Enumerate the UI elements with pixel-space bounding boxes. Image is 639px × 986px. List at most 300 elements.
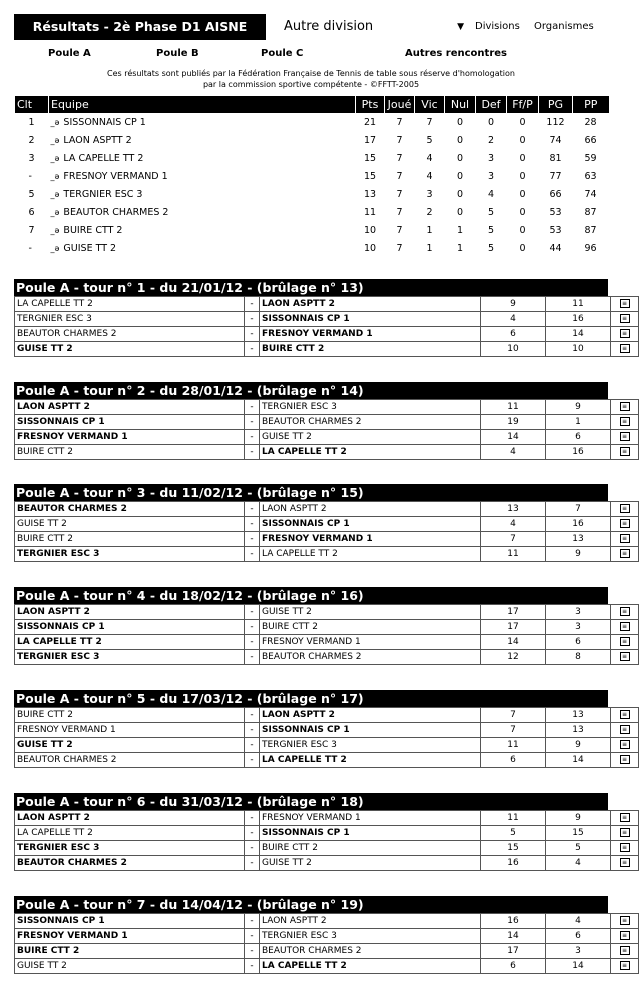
match-sheet-icon[interactable]: ≡ [620,519,630,528]
stat-cell: 53 [549,224,562,236]
vs-separator: - [245,327,260,342]
home-score: 7 [481,723,546,738]
tour-block [14,587,628,665]
home-team: LA CAPELLE TT 2 [15,635,245,650]
team-name[interactable]: LAON ASPTT 2 [63,134,132,146]
match-row [15,811,639,826]
poule-c-link[interactable]: Poule C [261,48,304,59]
home-team: BUIRE CTT 2 [15,708,245,723]
column-header: Def [476,96,507,113]
stat-cell: 3 [426,188,433,200]
match-sheet-cell [611,620,639,635]
team-cell [49,131,356,149]
home-team: LAON ASPTT 2 [15,400,245,415]
away-team: LAON ASPTT 2 [260,914,481,929]
stat-cell: 0 [456,152,464,164]
match-sheet-cell [611,929,639,944]
away-score: 4 [546,856,611,871]
match-row [15,517,639,532]
match-sheet-cell [611,297,639,312]
stat-cell: 1 [426,242,433,254]
match-sheet-icon[interactable]: ≡ [620,637,630,646]
team-icon[interactable]: _ə [50,225,60,235]
match-sheet-icon[interactable]: ≡ [620,725,630,734]
home-team: BEAUTOR CHARMES 2 [15,856,245,871]
home-score: 11 [481,811,546,826]
stat-cell: 15 [363,152,377,164]
stat-cell: 0 [487,116,495,128]
home-score: 17 [481,620,546,635]
vs-separator: - [245,415,260,430]
away-score: 3 [546,620,611,635]
vs-separator: - [245,635,260,650]
home-team: BEAUTOR CHARMES 2 [15,753,245,768]
match-sheet-icon[interactable]: ≡ [620,504,630,513]
match-sheet-icon[interactable]: ≡ [620,607,630,616]
tour-block [14,793,628,871]
away-score: 15 [546,826,611,841]
match-sheet-cell [611,547,639,562]
vs-separator: - [245,723,260,738]
away-team: FRESNOY VERMAND 1 [260,532,481,547]
tour-title: Poule A - tour n° 5 - du 17/03/12 - (brûlage n° 17) [14,690,608,707]
ranking-row [15,221,609,239]
column-header: PG [539,96,573,113]
match-sheet-cell [611,532,639,547]
home-score: 11 [481,738,546,753]
match-row [15,502,639,517]
match-sheet-icon[interactable]: ≡ [620,858,630,867]
away-score: 6 [546,635,611,650]
stat-cell: 1 [456,224,464,236]
match-sheet-cell [611,650,639,665]
stat-cell: 21 [363,116,377,128]
match-sheet-icon[interactable]: ≡ [620,813,630,822]
team-icon[interactable]: _ə [50,117,60,127]
stat-cell: 74 [584,188,597,200]
stat-cell: 7 [396,206,403,218]
match-sheet-icon[interactable]: ≡ [620,931,630,940]
home-team: SISSONNAIS CP 1 [15,620,245,635]
away-score: 7 [546,502,611,517]
match-row [15,650,639,665]
poule-b-link[interactable]: Poule B [156,48,199,59]
ranking-table [14,96,609,257]
away-score: 6 [546,430,611,445]
home-score: 11 [481,400,546,415]
home-team: TERGNIER ESC 3 [15,312,245,327]
match-sheet-icon[interactable]: ≡ [620,828,630,837]
match-sheet-cell [611,430,639,445]
home-score: 12 [481,650,546,665]
tour-block [14,279,628,357]
stat-cell: 2 [487,134,495,146]
team-name[interactable]: GUISE TT 2 [63,242,117,254]
rank-cell: 1 [28,116,35,128]
team-name[interactable]: BEAUTOR CHARMES 2 [63,206,169,218]
rank-cell: - [28,170,32,182]
team-name[interactable]: TERGNIER ESC 3 [63,188,143,200]
team-name[interactable]: BUIRE CTT 2 [63,224,123,236]
match-sheet-icon[interactable]: ≡ [620,843,630,852]
stat-cell: 0 [456,170,464,182]
match-sheet-cell [611,635,639,650]
away-team: GUISE TT 2 [260,856,481,871]
match-sheet-icon[interactable]: ≡ [620,946,630,955]
away-team: FRESNOY VERMAND 1 [260,635,481,650]
ranking-row [15,167,609,185]
column-header: Equipe [49,96,356,113]
home-score: 6 [481,327,546,342]
vs-separator: - [245,297,260,312]
match-row [15,723,639,738]
match-sheet-icon[interactable]: ≡ [620,916,630,925]
match-row [15,635,639,650]
poule-a-link[interactable]: Poule A [48,48,91,59]
match-row [15,929,639,944]
match-sheet-icon[interactable]: ≡ [620,549,630,558]
stat-cell: 10 [363,242,377,254]
match-row [15,620,639,635]
vs-separator: - [245,929,260,944]
tour-title: Poule A - tour n° 2 - du 28/01/12 - (brûlage n° 14) [14,382,608,399]
match-sheet-cell [611,914,639,929]
home-score: 4 [481,517,546,532]
tour-title: Poule A - tour n° 7 - du 14/04/12 - (brûlage n° 19) [14,896,608,913]
column-header: Joué [385,96,415,113]
rank-cell: 6 [28,206,35,218]
home-score: 19 [481,415,546,430]
stat-cell: 96 [584,242,597,254]
match-table [14,296,639,357]
stat-cell: 66 [584,134,597,146]
team-cell [49,167,356,185]
team-cell [49,113,356,131]
away-score: 9 [546,400,611,415]
match-row [15,605,639,620]
away-score: 14 [546,959,611,974]
match-table [14,604,639,665]
home-score: 7 [481,708,546,723]
stat-cell: 0 [519,170,526,182]
stat-cell: 4 [487,188,495,200]
tour-block [14,690,628,768]
match-sheet-icon[interactable]: ≡ [620,314,630,323]
match-row [15,856,639,871]
home-team: BUIRE CTT 2 [15,532,245,547]
away-score: 11 [546,297,611,312]
home-team: LA CAPELLE TT 2 [15,826,245,841]
away-score: 1 [546,415,611,430]
team-name[interactable]: SISSONNAIS CP 1 [63,116,146,128]
stat-cell: 2 [426,206,433,218]
match-sheet-icon[interactable]: ≡ [620,710,630,719]
home-team: SISSONNAIS CP 1 [15,914,245,929]
away-score: 10 [546,342,611,357]
chevron-down-icon: ▼ [457,22,464,32]
match-row [15,445,639,460]
ranking-header-row [15,96,609,113]
away-team: FRESNOY VERMAND 1 [260,811,481,826]
column-header: Ff/P [507,96,539,113]
stat-cell: 7 [396,152,403,164]
stat-cell: 0 [456,188,464,200]
team-cell [49,221,356,239]
away-team: LA CAPELLE TT 2 [260,959,481,974]
match-row [15,914,639,929]
home-score: 17 [481,944,546,959]
away-score: 9 [546,738,611,753]
away-score: 9 [546,811,611,826]
away-score: 4 [546,914,611,929]
home-score: 11 [481,547,546,562]
vs-separator: - [245,841,260,856]
away-team: SISSONNAIS CP 1 [260,826,481,841]
home-team: TERGNIER ESC 3 [15,547,245,562]
away-score: 14 [546,753,611,768]
match-sheet-cell [611,753,639,768]
stat-cell: 7 [426,116,433,128]
autres-rencontres-link[interactable]: Autres rencontres [405,48,507,59]
notice-line: par la commission sportive compétente - ©FFTT-2005 [202,80,420,89]
match-table [14,399,639,460]
home-team: FRESNOY VERMAND 1 [15,723,245,738]
team-icon[interactable]: _ə [50,207,60,217]
stat-cell: 5 [487,206,495,218]
match-sheet-icon[interactable]: ≡ [620,299,630,308]
rank-cell: 7 [28,224,35,236]
match-sheet-icon[interactable]: ≡ [620,622,630,631]
stat-cell: 81 [549,152,562,164]
away-score: 16 [546,312,611,327]
stat-cell: 17 [363,134,377,146]
away-team: LAON ASPTT 2 [260,502,481,517]
vs-separator: - [245,445,260,460]
away-team: LAON ASPTT 2 [260,708,481,723]
home-score: 4 [481,312,546,327]
home-team: BEAUTOR CHARMES 2 [15,502,245,517]
column-header: PP [573,96,609,113]
vs-separator: - [245,826,260,841]
away-team: BEAUTOR CHARMES 2 [260,944,481,959]
match-row [15,430,639,445]
stat-cell: 59 [584,152,597,164]
match-sheet-cell [611,944,639,959]
match-row [15,400,639,415]
divisions-link[interactable]: Divisions [475,21,520,32]
stat-cell: 0 [456,206,464,218]
tour-title: Poule A - tour n° 1 - du 21/01/12 - (brûlage n° 13) [14,279,608,296]
stat-cell: 7 [396,170,403,182]
team-icon[interactable]: _ə [50,153,60,163]
home-team: SISSONNAIS CP 1 [15,415,245,430]
stat-cell: 87 [584,206,597,218]
match-table [14,501,639,562]
away-score: 14 [546,327,611,342]
home-score: 16 [481,914,546,929]
stat-cell: 28 [584,116,597,128]
match-sheet-icon[interactable]: ≡ [620,740,630,749]
stat-cell: 112 [546,116,565,128]
match-sheet-cell [611,312,639,327]
tour-title: Poule A - tour n° 4 - du 18/02/12 - (brûlage n° 16) [14,587,608,604]
away-score: 9 [546,547,611,562]
team-name[interactable]: FRESNOY VERMAND 1 [63,170,168,182]
vs-separator: - [245,430,260,445]
match-sheet-icon[interactable]: ≡ [620,755,630,764]
division-select[interactable] [284,14,466,40]
home-score: 6 [481,753,546,768]
match-sheet-icon[interactable]: ≡ [620,329,630,338]
rank-cell: 2 [28,134,35,146]
home-team: BEAUTOR CHARMES 2 [15,327,245,342]
home-score: 6 [481,959,546,974]
home-score: 9 [481,297,546,312]
match-row [15,532,639,547]
match-sheet-icon[interactable]: ≡ [620,344,630,353]
vs-separator: - [245,708,260,723]
stat-cell: 7 [396,134,403,146]
home-score: 15 [481,841,546,856]
stat-cell: 7 [396,116,403,128]
match-sheet-cell [611,959,639,974]
organismes-link[interactable]: Organismes [534,21,594,32]
away-team: SISSONNAIS CP 1 [260,312,481,327]
home-team: GUISE TT 2 [15,959,245,974]
stat-cell: 1 [426,224,433,236]
vs-separator: - [245,502,260,517]
notice-line: Ces résultats sont publiés par la Fédération Française de Tennis de table sous réserve d'homologation [106,69,515,78]
match-sheet-icon[interactable]: ≡ [620,417,630,426]
stat-cell: 63 [584,170,597,182]
home-team: FRESNOY VERMAND 1 [15,430,245,445]
match-sheet-cell [611,327,639,342]
match-row [15,738,639,753]
vs-separator: - [245,312,260,327]
away-team: BEAUTOR CHARMES 2 [260,650,481,665]
stat-cell: 5 [426,134,433,146]
match-row [15,826,639,841]
stat-cell: 0 [519,134,526,146]
team-icon[interactable]: _ə [50,189,60,199]
team-name[interactable]: LA CAPELLE TT 2 [63,152,144,164]
stat-cell: 74 [549,134,562,146]
home-score: 7 [481,532,546,547]
home-score: 4 [481,445,546,460]
home-score: 14 [481,635,546,650]
vs-separator: - [245,856,260,871]
vs-separator: - [245,811,260,826]
team-icon[interactable]: _ə [50,243,60,253]
home-team: BUIRE CTT 2 [15,944,245,959]
away-team: TERGNIER ESC 3 [260,400,481,415]
match-row [15,342,639,357]
stat-cell: 4 [426,152,433,164]
match-sheet-cell [611,841,639,856]
away-team: GUISE TT 2 [260,605,481,620]
vs-separator: - [245,620,260,635]
match-sheet-cell [611,856,639,871]
home-score: 17 [481,605,546,620]
match-row [15,327,639,342]
match-row [15,547,639,562]
ranking-row [15,113,609,131]
ranking-row [15,185,609,203]
stat-cell: 0 [456,116,464,128]
match-sheet-cell [611,738,639,753]
match-sheet-icon[interactable]: ≡ [620,432,630,441]
match-row [15,312,639,327]
match-sheet-cell [611,415,639,430]
stat-cell: 5 [487,242,495,254]
home-team: LAON ASPTT 2 [15,811,245,826]
vs-separator: - [245,342,260,357]
vs-separator: - [245,944,260,959]
match-sheet-icon[interactable]: ≡ [620,652,630,661]
match-sheet-cell [611,605,639,620]
match-sheet-icon[interactable]: ≡ [620,402,630,411]
tour-title: Poule A - tour n° 3 - du 11/02/12 - (brûlage n° 15) [14,484,608,501]
team-icon[interactable]: _ə [50,171,60,181]
home-score: 14 [481,929,546,944]
home-team: TERGNIER ESC 3 [15,650,245,665]
ranking-row [15,131,609,149]
vs-separator: - [245,605,260,620]
away-team: SISSONNAIS CP 1 [260,517,481,532]
away-team: LA CAPELLE TT 2 [260,753,481,768]
away-team: LAON ASPTT 2 [260,297,481,312]
match-row [15,708,639,723]
division-select-value: Autre division [284,19,374,34]
stat-cell: 0 [519,116,526,128]
home-team: GUISE TT 2 [15,517,245,532]
match-sheet-icon[interactable]: ≡ [620,447,630,456]
column-header: Pts [356,96,385,113]
match-sheet-icon[interactable]: ≡ [620,534,630,543]
home-score: 16 [481,856,546,871]
stat-cell: 0 [519,224,526,236]
match-row [15,297,639,312]
match-sheet-cell [611,502,639,517]
match-row [15,753,639,768]
rank-cell: 5 [28,188,35,200]
stat-cell: 4 [426,170,433,182]
away-team: GUISE TT 2 [260,430,481,445]
match-sheet-cell [611,723,639,738]
rank-cell: - [28,242,32,254]
vs-separator: - [245,400,260,415]
ranking-row [15,239,609,257]
match-row [15,944,639,959]
home-team: GUISE TT 2 [15,342,245,357]
away-score: 5 [546,841,611,856]
match-row [15,841,639,856]
legal-notice [14,68,608,90]
match-sheet-icon[interactable]: ≡ [620,961,630,970]
match-sheet-cell [611,342,639,357]
match-row [15,415,639,430]
away-team: BUIRE CTT 2 [260,620,481,635]
away-team: TERGNIER ESC 3 [260,929,481,944]
match-sheet-cell [611,708,639,723]
home-team: LA CAPELLE TT 2 [15,297,245,312]
team-icon[interactable]: _ə [50,135,60,145]
away-team: BEAUTOR CHARMES 2 [260,415,481,430]
team-cell [49,185,356,203]
away-score: 13 [546,532,611,547]
away-team: BUIRE CTT 2 [260,342,481,357]
stat-cell: 0 [519,152,526,164]
